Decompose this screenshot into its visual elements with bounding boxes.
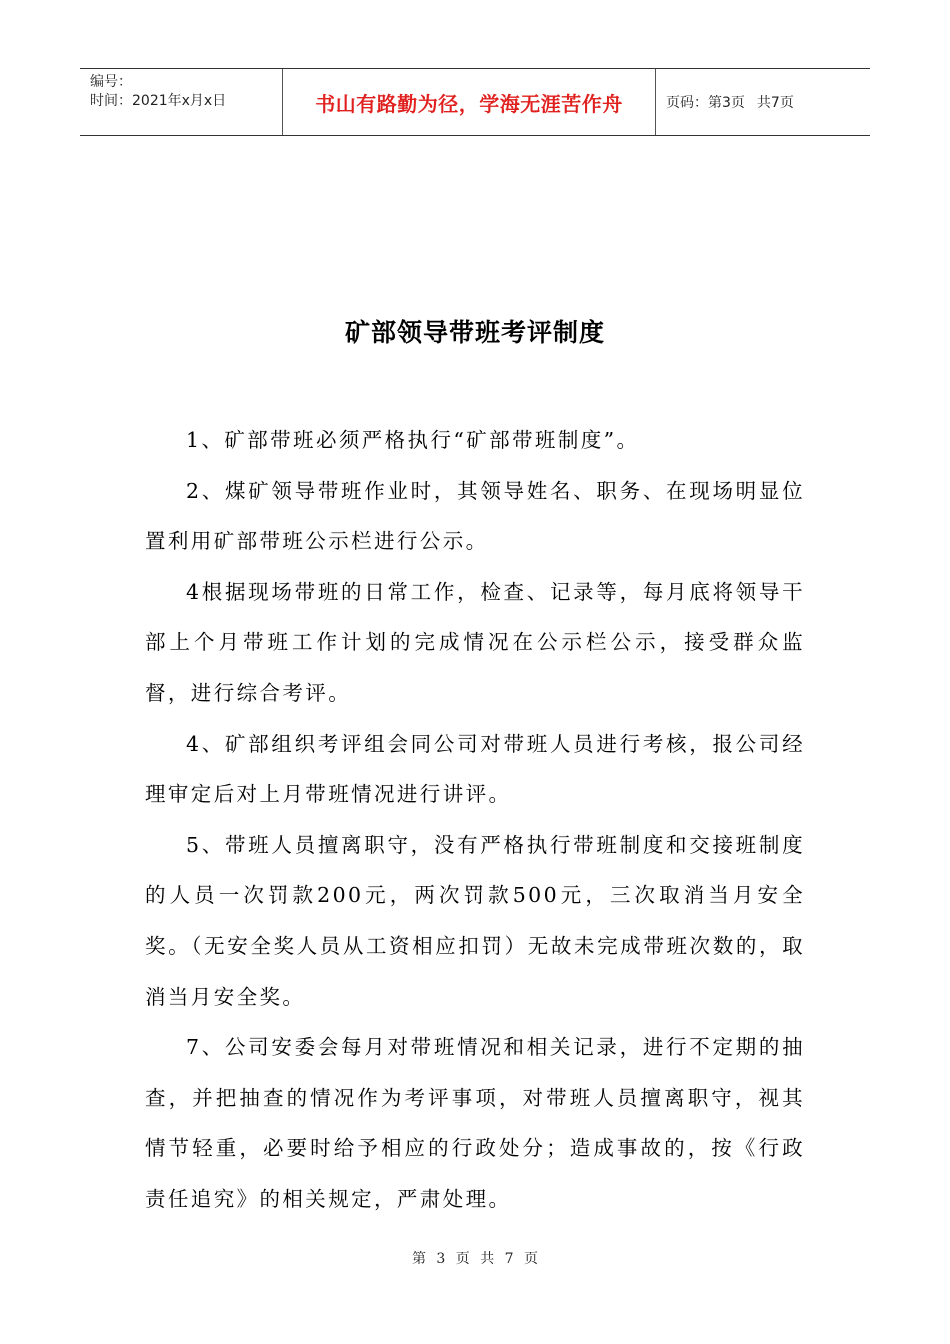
page-info-current: 页码：第3页 [666,95,745,111]
document-title: 矿部领导带班考评制度 [344,318,605,347]
header-page-info [656,69,870,135]
page-header [80,68,870,136]
paragraph: 7、公司安委会每月对带班情况和相关记录，进行不定期的抽查，并把抽查的情况作为考评事项，对带班人员擅离职守，视其情节轻重，必要时给予相应的行政处分；造成事故的，按《行政责任追究》的相关规定，严肃处理。 [145,1035,805,1211]
number-label: 编号： [90,74,132,90]
motto-text: 书山有路勤为径，学海无涯苦作舟 [315,91,623,116]
header-meta [80,69,282,135]
paragraph: 2、煤矿领导带班作业时，其领导姓名、职务、在现场明显位置利用矿部带班公示栏进行公示。 [145,478,805,554]
paragraph: 4、矿部组织考评组会同公司对带班人员进行考核，报公司经理审定后对上月带班情况进行讲评。 [145,731,805,807]
paragraph: 1、矿部带班必须严格执行“矿部带班制度”。 [186,428,640,452]
paragraph: 5、带班人员擅离职守，没有严格执行带班制度和交接班制度的人员一次罚款200元，两次罚款500元，三次取消当月安全奖。（无安全奖人员从工资相应扣罚）无故未完成带班次数的，取消当月安全奖。 [145,832,805,1009]
page-footer: 第 3 页 共 7 页 [411,1251,539,1267]
document-body [145,415,805,1225]
header-motto-cell [282,69,656,135]
page-info-total: 共7页 [756,95,794,111]
paragraph: 4根据现场带班的日常工作，检查、记录等，每月底将领导干部上个月带班工作计划的完成情况在公示栏公示，接受群众监督，进行综合考评。 [145,579,805,705]
time-label: 时间：2021年x月x日 [90,93,227,109]
